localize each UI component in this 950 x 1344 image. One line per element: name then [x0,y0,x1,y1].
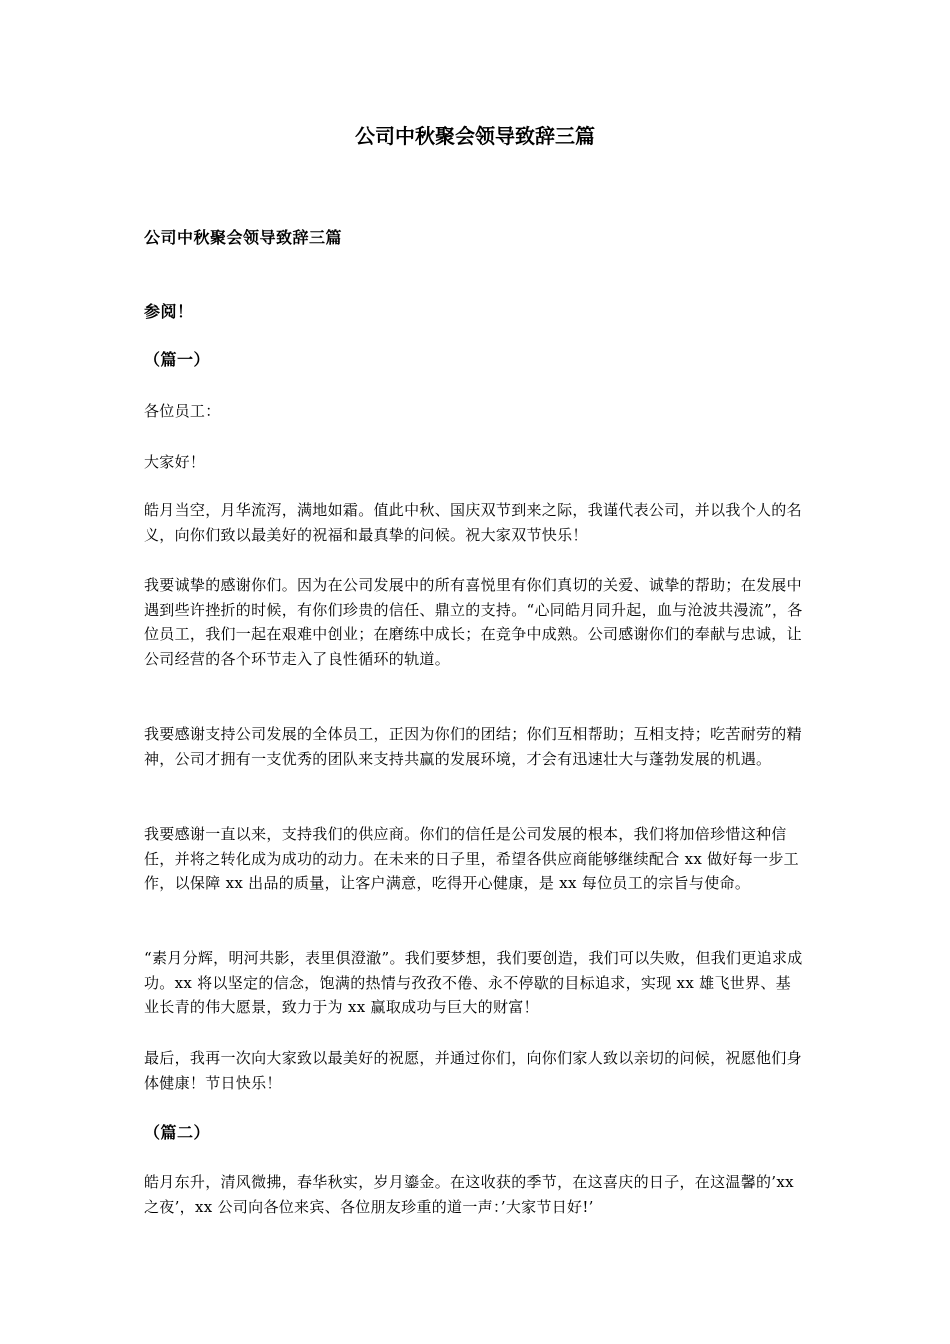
section-heading-1: （篇一） [144,350,211,369]
paragraph-4: 我要感谢一直以来，支持我们的供应商。你们的信任是公司发展的根本，我们将加倍珍惜这种信任，并将之转化成为成功的动力。在未来的日子里，希望各供应商能够继续配合 xx 做好每一步工作，以保障 xx 出品的质量，让客户满意，吃得开心健康，是 xx 每位员工的宗旨与使命。 [144,825,799,893]
section-heading-2: （篇二） [144,1123,211,1142]
paragraph-7: 皓月东升，清风微拂，春华秋实，岁月鎏金。在这收获的季节，在这喜庆的日子，在这温馨的’xx 之夜’，xx 公司向各位来宾、各位朋友珍重的道一声：’大家节日好!’ [144,1173,794,1216]
paragraph-6: 最后，我再一次向大家致以最美好的祝愿，并通过你们，向你们家人致以亲切的问候，祝愿他们身体健康！节日快乐！ [144,1049,802,1092]
paragraph-3: 我要感谢支持公司发展的全体员工，正因为你们的团结；你们互相帮助；互相支持；吃苦耐劳的精神，公司才拥有一支优秀的团队来支持共赢的发展环境，才会有迅速壮大与蓬勃发展的机遇。 [144,725,802,768]
paragraph-2: 我要诚挚的感谢你们。因为在公司发展中的所有喜悦里有你们真切的关爱、诚挚的帮助；在发展中遇到些许挫折的时候，有你们珍贵的信任、鼎立的支持。“心同皓月同升起，血与沧波共漫流”，各位员工，我们一起在艰难中创业；在磨练中成长；在竞争中成熟。公司感谢你们的奉献与忠诚，让公司经营的各个环节走入了良性循环的轨道。 [144,576,803,668]
paragraph-1: 皓月当空，月华流泻，满地如霜。值此中秋、国庆双节到来之际，我谨代表公司，并以我个人的名义，向你们致以最美好的祝福和最真挚的问候。祝大家双节快乐！ [144,501,802,544]
paragraph-5: “素月分辉，明河共影，表里俱澄澈”。我们要梦想，我们要创造，我们可以失败，但我们更追求成功。xx 将以坚定的信念，饱满的热情与孜孜不倦、永不停歇的目标追求，实现 xx 雄飞世界、基业长青的伟大愿景，致力于为 xx 赢取成功与巨大的财富！ [144,949,803,1017]
document-subtitle: 公司中秋聚会领导致辞三篇 [144,228,343,247]
reference-note: 参阅！ [144,302,194,321]
greeting-line-2: 大家好！ [144,453,206,471]
document-title: 公司中秋聚会领导致辞三篇 [355,124,595,148]
greeting-line-1: 各位员工： [144,402,221,420]
